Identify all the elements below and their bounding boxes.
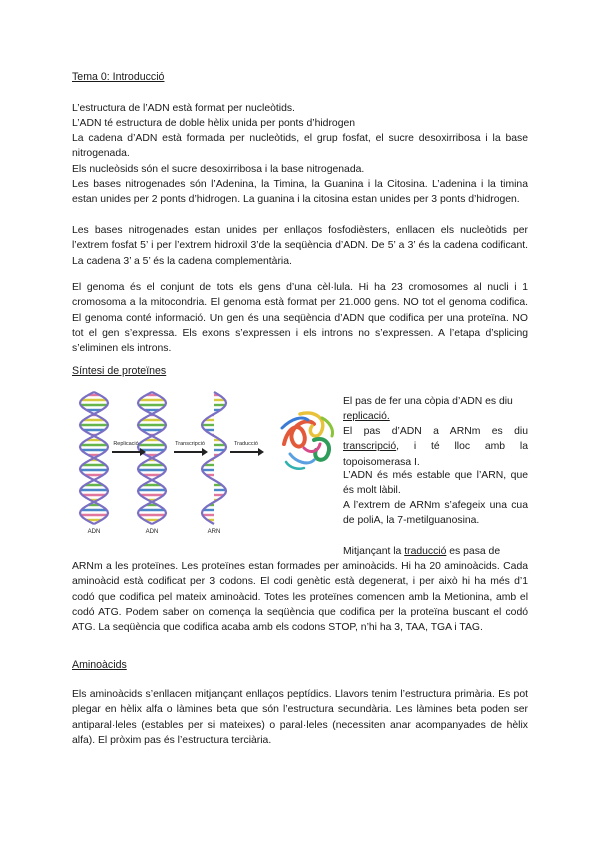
transcription-text xyxy=(343,424,528,470)
intro-line-3: La cadena d’ADN està formada per nucleòtids, el grup fosfat, el sucre desoxirribosa i la base nitrogenada. xyxy=(72,133,528,160)
intro-line-1: L’estructura de l’ADN està format per nucleòtids. xyxy=(72,103,295,114)
genome-paragraph: El genoma és el conjunt de tots els gens d’una cèl·lula. Hi ha 23 cromosomes al nucli i 1 cromosoma a la mitocondria. El genoma està format per 21.000 gens. NO tot el genoma codifica. El genoma conté informació. Un gen és una seqüència d’ADN que codifica per una proteïna. NO tot el gen s’expressa. Els exons s’expressen i els introns no s’expressen. A l’etapa d’splicing s’eliminen els introns. xyxy=(72,282,528,355)
dna-helix-2 xyxy=(138,392,166,524)
label-adn-2: ADN xyxy=(145,529,159,535)
arrow-label-translation: Traducció xyxy=(234,441,258,447)
replication-text xyxy=(343,394,528,425)
polya-text: A l’extrem de ARNm s’afegeix una cua de poliA, la 7-metilguanosina. xyxy=(343,500,528,527)
arrow-label-transcription: Transcripció xyxy=(175,441,205,447)
intro-line-6: Les bases nitrogenades estan unides per enllaços fosfodièsters, enllacen els nucleòtids per l’extrem fosfat 5’ i per l’extrem hidroxil 3’de la seqüència d’ADN. De 5’ a 3’ és la cadena codificant. La cadena 3’ a 5’ és la cadena complementària. xyxy=(72,225,528,267)
translation-paragraph: ARNm a les proteïnes. Les proteïnes estan formades per aminoàcids. Hi ha 20 aminoàcids. Cada aminoàcid està codificat per 3 codons. El codi genètic està degenerat, i per això hi ha més d’1 codó que codifica pel mateix aminoàcid. Totes les proteïnes comencen amb la Metionina, amb el codó ATG. Podem saber on comença la seqüència que codifica per la proteïna buscant el codó ATG. La seqüència que codifica acaba amb els codons STOP, n’hi ha 3, TAA, TGA i TAG. xyxy=(72,561,528,634)
term-translation: traducció xyxy=(404,546,447,557)
translation-intro xyxy=(343,544,528,559)
translation-text-post: es pasa de xyxy=(446,546,501,557)
section-title-protein-synthesis: Síntesi de proteïnes xyxy=(72,365,167,377)
replication-text-pre: El pas de fer una còpia d’ADN es diu xyxy=(343,396,513,407)
arrow-label-replication: Replicació xyxy=(113,441,139,447)
label-arn: ARN xyxy=(207,529,221,535)
dna-helix-1 xyxy=(80,392,108,524)
intro-line-2: L’ADN té estructura de doble hèlix unida per ponts d’hidrogen xyxy=(72,118,356,129)
intro-line-5: Les bases nitrogenades són l’Adenina, la Timina, la Guanina i la Citosina. L’adenina i la timina estan unides per 2 ponts d’hidrogen. La guanina i la citosina estan unides per 3 ponts d’hidrogen. xyxy=(72,179,528,206)
dna-helices xyxy=(80,392,226,524)
arrow-translation xyxy=(230,441,264,456)
translation-text-pre: Mitjançant la xyxy=(343,546,405,557)
transcription-text-pre: El pas d’ADN a ARNm es diu xyxy=(343,426,528,437)
section-title-amino-acids: Aminoàcids xyxy=(72,659,127,671)
term-transcription: transcripció xyxy=(343,441,397,453)
stability-text: L’ADN és més estable que l’ARN, que és molt làbil. xyxy=(343,470,528,497)
intro-line-4: Els nucleòsids són el sucre desoxirribosa i la base nitrogenada. xyxy=(72,164,365,175)
arrow-transcription xyxy=(174,441,208,456)
amino-acids-paragraph: Els aminoàcids s’enllacen mitjançant enllaços peptídics. Llavors tenim l’estructura primària. Es pot plegar en hèlix alfa o làmines beta que són l’estructura secundària. Les làmines beta poden ser antiparal·leles (estables per si mateixes) o paral·leles (necessiten anar acompanyades de hèlix alfa). El pròxim pas és l’estructura terciària. xyxy=(72,689,528,746)
transcription-text-post: , i té lloc amb la topoisomerasa I. xyxy=(343,441,528,468)
label-adn-1: ADN xyxy=(87,529,101,535)
protein-structure-image xyxy=(274,404,342,474)
section-title-intro: Tema 0: Introducció xyxy=(72,71,165,83)
rna-strand xyxy=(202,392,226,524)
term-replication: replicació. xyxy=(343,411,390,423)
